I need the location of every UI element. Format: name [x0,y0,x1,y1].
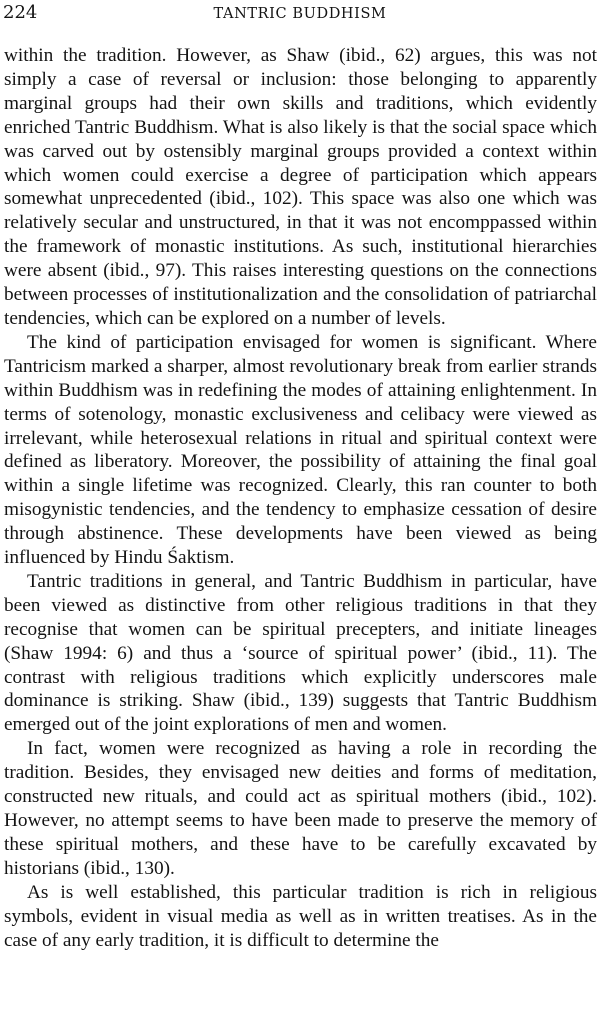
body-text [4,44,597,952]
page-number: 224 [3,2,38,23]
paragraph: As is well established, this particular tradition is rich in religious symbols, evident in visual media as well as in written treatises. As in the case of any early tradition, it is difficult to determine the [4,881,597,951]
paragraph: The kind of participation envisaged for women is significant. Where Tantricism marked a sharper, almost revolutionary break from earlier strands within Buddhism was in redefining the modes of attaining enlightenment. In terms of sotenology, monastic exclusiveness and celibacy were viewed as irrelevant, while heterosexual relations in ritual and spiritual context were defined as liberatory. Moreover, the possibility of attaining the final goal within a single lifetime was recognized. Clearly, this ran counter to both misogynistic tendencies, and the tendency to emphasize cessation of desire through abstinence. These developments have been viewed as being influenced by Hindu Śaktism. [4,331,597,569]
paragraph: In fact, women were recognized as having a role in recording the tradition. Besides, they envisaged new deities and forms of meditation, constructed new rituals, and could act as spiritual mothers (ibid., 102). However, no attempt seems to have been made to preserve the memory of these spiritual mothers, and these have to be carefully excavated by historians (ibid., 130). [4,738,597,879]
paragraph-continued: within the tradition. However, as Shaw (ibid., 62) argues, this was not simply a case of reversal or inclusion: those belonging to apparently marginal groups had their own skills and traditions, which evidently enriched Tantric Buddhism. What is also likely is that the social space which was carved out by ostensibly marginal groups provided a context within which women could exercise a degree of participation which appears somewhat unprecedented (ibid., 102). This space was also one which was relatively secular and unstructured, in that it was not encomppassed within the framework of monastic institutions. As such, institutional hierarchies were absent (ibid., 97). This raises interesting questions on the connections between processes of institutionalization and the consolidation of patriarchal tendencies, which can be explored on a number of levels. [4,45,597,329]
running-head [0,2,600,24]
paragraph: Tantric traditions in general, and Tantric Buddhism in particular, have been viewed as distinctive from other religious traditions in that they recognise that women can be spiritual precepters, and initiate lineages (Shaw 1994: 6) and thus a ‘source of spiritual power’ (ibid., 11). The contrast with religious traditions which explicitly underscores male dominance is striking. Shaw (ibid., 139) suggests that Tantric Buddhism emerged out of the joint explorations of men and women. [4,570,597,736]
running-head-title: TANTRIC BUDDHISM [213,6,387,22]
